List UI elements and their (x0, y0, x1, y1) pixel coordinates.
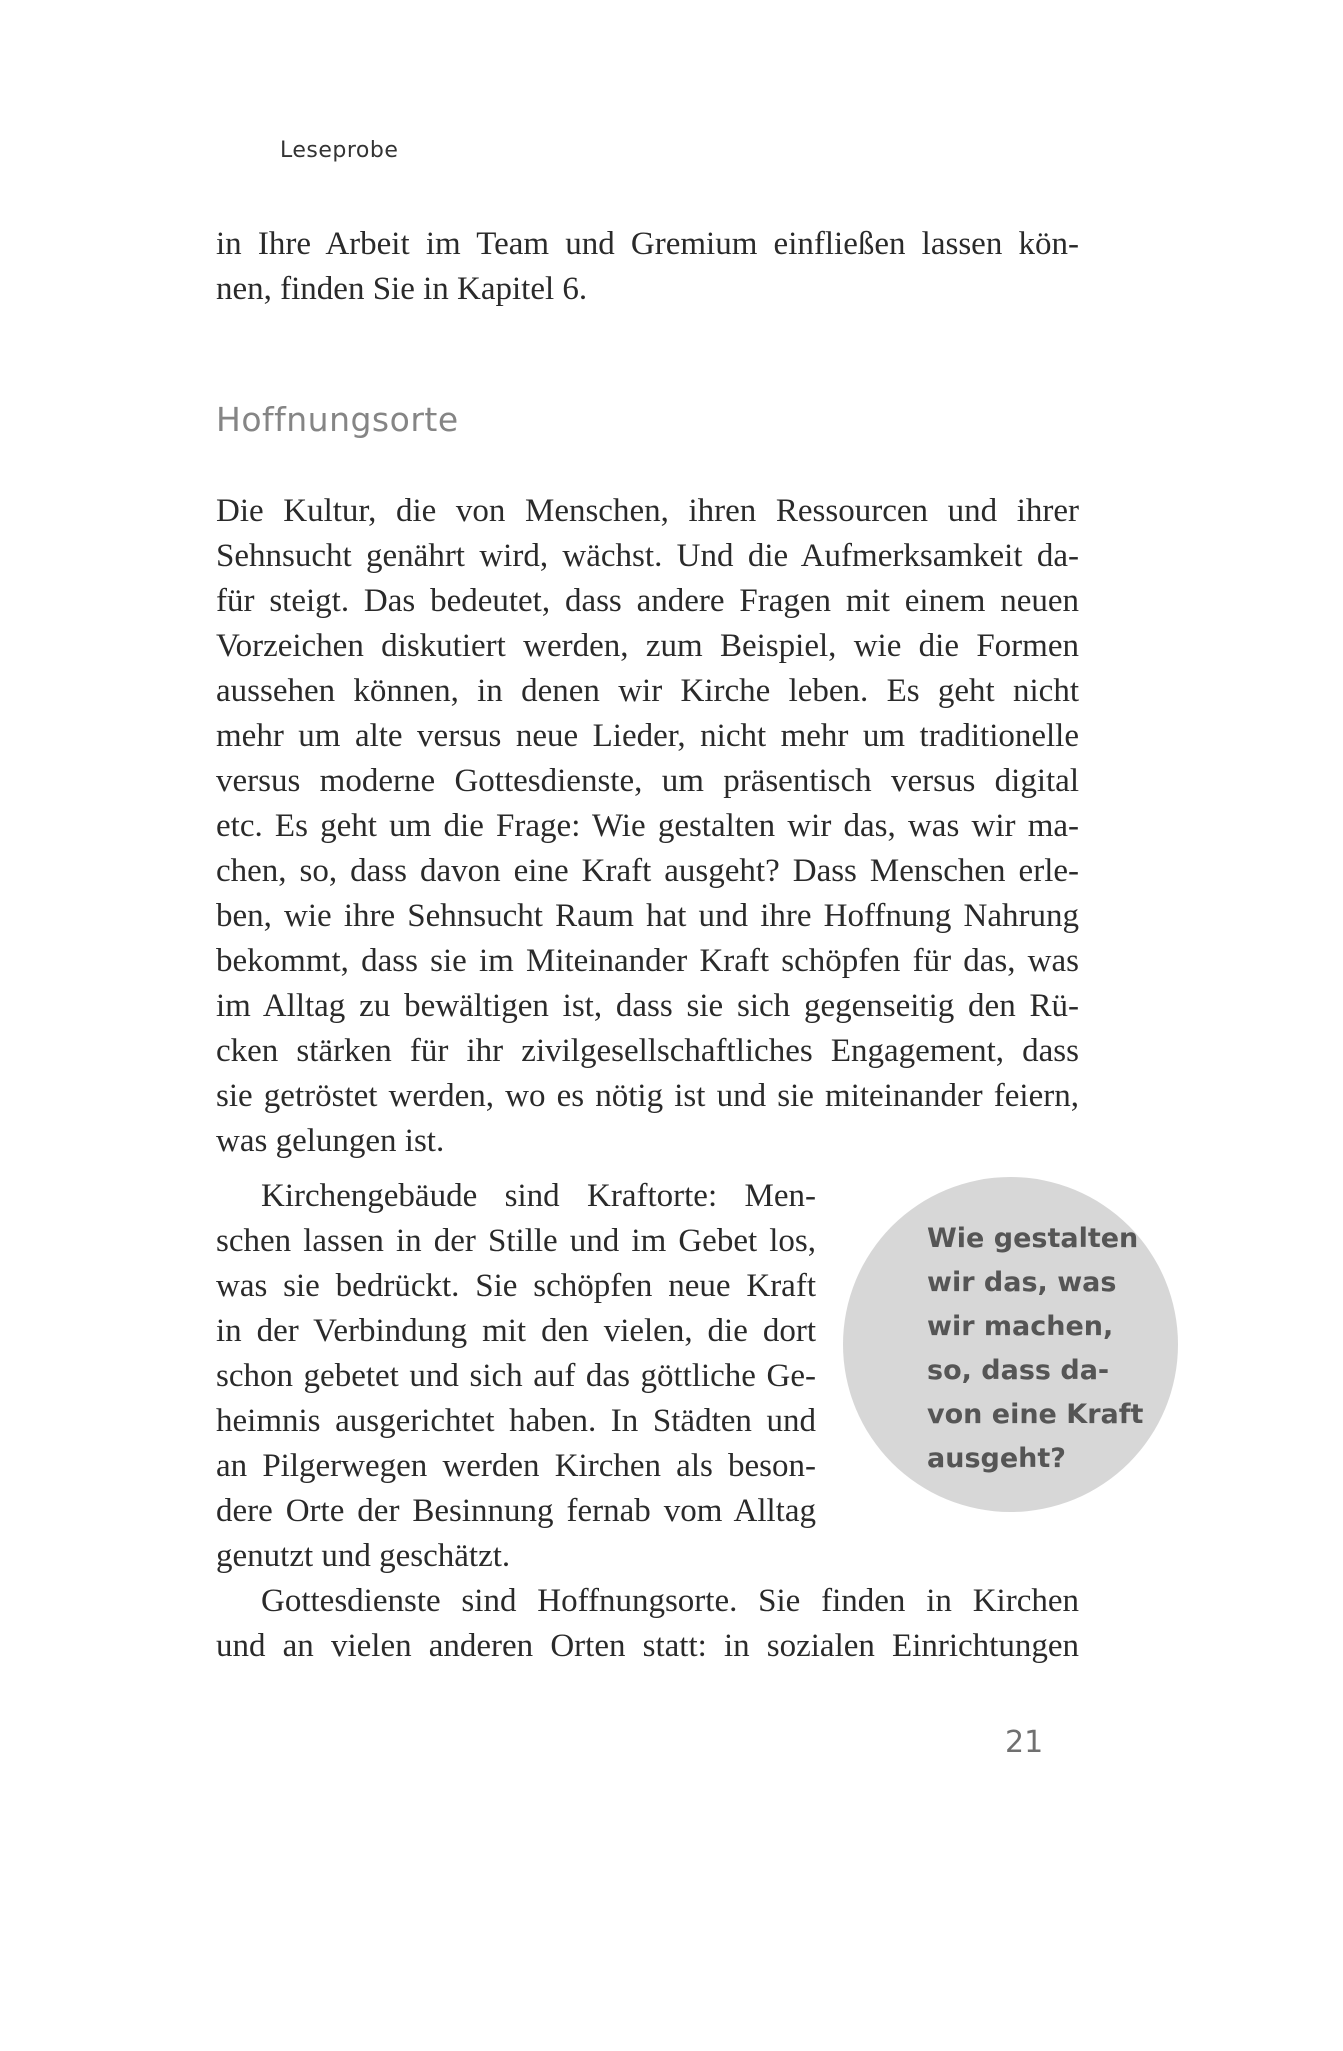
paragraph-line: was gelungen ist. (216, 1123, 445, 1159)
pull-quote-line: wir machen, (927, 1311, 1114, 1342)
paragraph-line: dere Orte der Besinnung fernab vom Alltag (216, 1493, 816, 1529)
paragraph-line: sie getröstet werden, wo es nötig ist und sie miteinander feiern, (216, 1078, 1079, 1114)
paragraph-line: im Alltag zu bewältigen ist, dass sie sich gegenseitig den Rü- (216, 988, 1079, 1024)
paragraph-line: cken stärken für ihr zivilgesellschaftliches Engagement, dass (216, 1033, 1079, 1069)
page-number: 21 (1005, 1725, 1044, 1760)
paragraph-line: Die Kultur, die von Menschen, ihren Ressourcen und ihrer (216, 493, 1079, 529)
paragraph-line: und an vielen anderen Orten statt: in sozialen Einrichtungen (216, 1628, 1079, 1664)
running-header: Leseprobe (280, 138, 399, 163)
pull-quote-line: wir das, was (927, 1267, 1117, 1298)
paragraph-line: Gottesdienste sind Hoffnungsorte. Sie finden in Kirchen (261, 1583, 1079, 1619)
paragraph-line: etc. Es geht um die Frage: Wie gestalten wir das, was wir ma- (216, 808, 1079, 844)
paragraph-line: in der Verbindung mit den vielen, die dort (216, 1313, 816, 1349)
paragraph-line: versus moderne Gottesdienste, um präsentisch versus digital (216, 763, 1079, 799)
paragraph-line: mehr um alte versus neue Lieder, nicht mehr um traditionelle (216, 718, 1079, 754)
paragraph-line: genutzt und geschätzt. (216, 1538, 511, 1574)
pull-quote-line: von eine Kraft (927, 1399, 1144, 1430)
pull-quote-line: ausgeht? (927, 1443, 1066, 1474)
paragraph-line: aussehen können, in denen wir Kirche leben. Es geht nicht (216, 673, 1079, 709)
paragraph-line: ben, wie ihre Sehnsucht Raum hat und ihre Hoffnung Nahrung (216, 898, 1079, 934)
paragraph-line: Sehnsucht genährt wird, wächst. Und die Aufmerksamkeit da- (216, 538, 1079, 574)
paragraph-line: Vorzeichen diskutiert werden, zum Beispiel, wie die Formen (216, 628, 1079, 664)
intro-line: in Ihre Arbeit im Team und Gremium einfließen lassen kön- (216, 226, 1079, 262)
intro-line: nen, finden Sie in Kapitel 6. (216, 271, 588, 307)
paragraph-line: schen lassen in der Stille und im Gebet los, (216, 1223, 816, 1259)
paragraph-line: schon gebetet und sich auf das göttliche Ge- (216, 1358, 816, 1394)
paragraph-line: Kirchengebäude sind Kraftorte: Men- (261, 1178, 816, 1214)
paragraph-line: an Pilgerwegen werden Kirchen als beson- (216, 1448, 816, 1484)
paragraph-line: chen, so, dass davon eine Kraft ausgeht? Dass Menschen erle- (216, 853, 1079, 889)
paragraph-line: was sie bedrückt. Sie schöpfen neue Kraft (216, 1268, 816, 1304)
pull-quote-line: so, dass da- (927, 1355, 1110, 1386)
paragraph-line: heimnis ausgerichtet haben. In Städten und (216, 1403, 816, 1439)
section-heading: Hoffnungsorte (216, 400, 459, 439)
paragraph-line: bekommt, dass sie im Miteinander Kraft schöpfen für das, was (216, 943, 1079, 979)
pull-quote-line: Wie gestalten (927, 1223, 1139, 1254)
paragraph-line: für steigt. Das bedeutet, dass andere Fragen mit einem neuen (216, 583, 1079, 619)
